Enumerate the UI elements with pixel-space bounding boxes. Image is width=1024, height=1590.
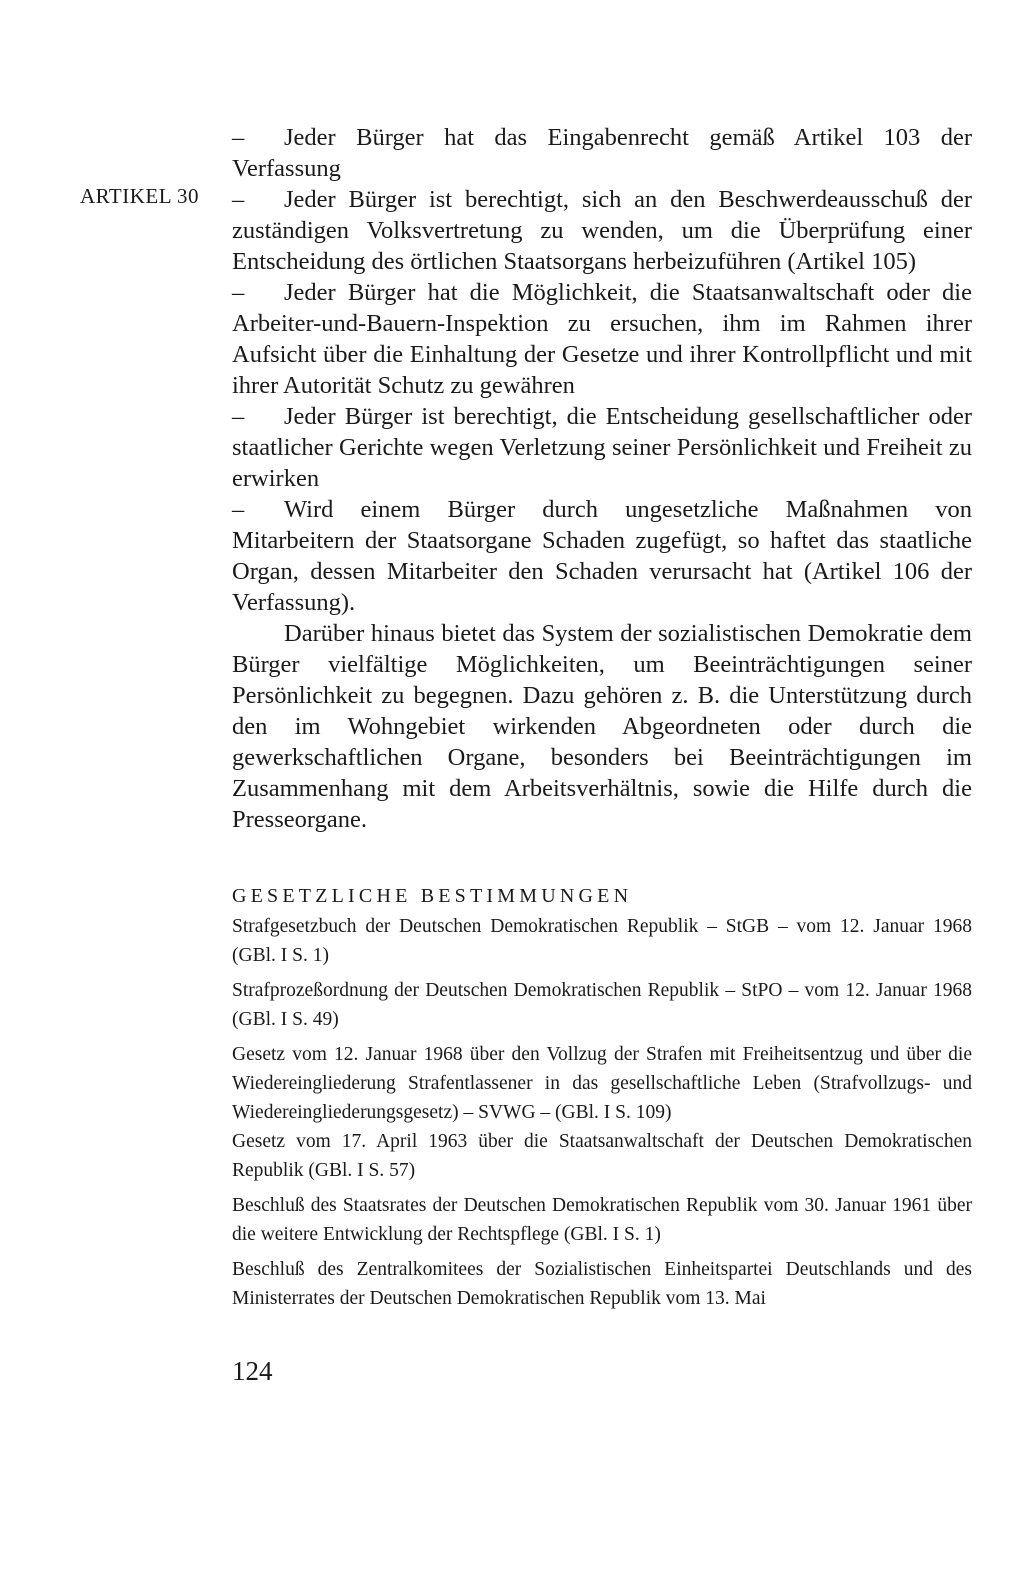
item-text: Jeder Bürger hat das Eingabenrecht gemäß Artikel 103 der Verfassung xyxy=(232,124,972,182)
law-citation: Gesetz vom 12. Januar 1968 über den Vollzug der Strafen mit Freiheitsentzug und über die Wiedereingliederung Strafentlassener in das gesellschaftliche Leben (Strafvollzugs- und Wiedereingliederungsgesetz) – SVWG – (GBl. I S. 109) xyxy=(232,1044,972,1123)
list-item xyxy=(232,277,972,401)
law-citation: Strafgesetzbuch der Deutschen Demokratischen Republik – StGB – vom 12. Januar 1968 (GBl. I S. 1) xyxy=(232,916,972,966)
laws-list xyxy=(232,912,972,1313)
list-item xyxy=(232,184,972,277)
item-dash: – xyxy=(232,403,245,430)
law-citation: Beschluß des Zentralkomitees der Sozialistischen Einheitspartei Deutschlands und des Ministerrates der Deutschen Demokratischen Republik vom 13. Mai xyxy=(232,1259,972,1309)
item-dash: – xyxy=(232,186,245,213)
law-citation: Gesetz vom 17. April 1963 über die Staatsanwaltschaft der Deutschen Demokratischen Republik (GBl. I S. 57) xyxy=(232,1131,972,1181)
rights-list xyxy=(232,122,972,835)
margin-label-artikel: ARTIKEL 30 xyxy=(80,184,200,208)
list-item xyxy=(232,494,972,618)
page-number: 124 xyxy=(232,1356,273,1386)
item-dash: – xyxy=(232,496,245,523)
law-citation: Beschluß des Staatsrates der Deutschen Demokratischen Republik vom 30. Januar 1961 über die weitere Entwicklung der Rechtspflege (GBl. I S. 1) xyxy=(232,1195,972,1245)
main-column xyxy=(232,122,972,1319)
item-text: Jeder Bürger ist berechtigt, sich an den Beschwerdeausschuß der zuständigen Volksvertretung zu wenden, um die Überprüfung einer Entscheidung des örtlichen Staatsorgans herbeizuführen (Artikel 105) xyxy=(232,186,972,275)
section-heading: GESETZLICHE BESTIMMUNGEN xyxy=(232,885,633,907)
item-text: Wird einem Bürger durch ungesetzliche Maßnahmen von Mitarbeitern der Staatsorgane Schaden zugefügt, so haftet das staatliche Organ, dessen Mitarbeiter den Schaden verursacht hat (Artikel 106 der Verfassung). xyxy=(232,496,972,616)
list-item xyxy=(232,122,972,184)
item-dash: – xyxy=(232,124,245,151)
item-text: Jeder Bürger ist berechtigt, die Entscheidung gesellschaftlicher oder staatlicher Gerichte wegen Verletzung seiner Persönlichkeit und Freiheit zu erwirken xyxy=(232,403,972,492)
body-paragraph: Darüber hinaus bietet das System der sozialistischen Demokratie dem Bürger vielfältige Möglichkeiten, um Beeinträchtigungen seiner Persönlichkeit zu begegnen. Dazu gehören z. B. die Unterstützung durch den im Wohngebiet wirkenden Abgeordneten oder durch die gewerkschaftlichen Organe, besonders bei Beeinträchtigungen im Zusammenhang mit dem Arbeitsverhältnis, sowie die Hilfe durch die Presseorgane. xyxy=(232,620,972,833)
item-dash: – xyxy=(232,279,245,306)
item-text: Jeder Bürger hat die Möglichkeit, die Staatsanwaltschaft oder die Arbeiter-und-Bauern-Inspektion zu ersuchen, ihm im Rahmen ihrer Aufsicht über die Einhaltung der Gesetze und ihrer Kontrollpflicht und mit ihrer Autorität Schutz zu gewähren xyxy=(232,279,972,399)
list-item xyxy=(232,401,972,494)
law-citation: Strafprozeßordnung der Deutschen Demokratischen Republik – StPO – vom 12. Januar 1968 (GBl. I S. 49) xyxy=(232,980,972,1030)
